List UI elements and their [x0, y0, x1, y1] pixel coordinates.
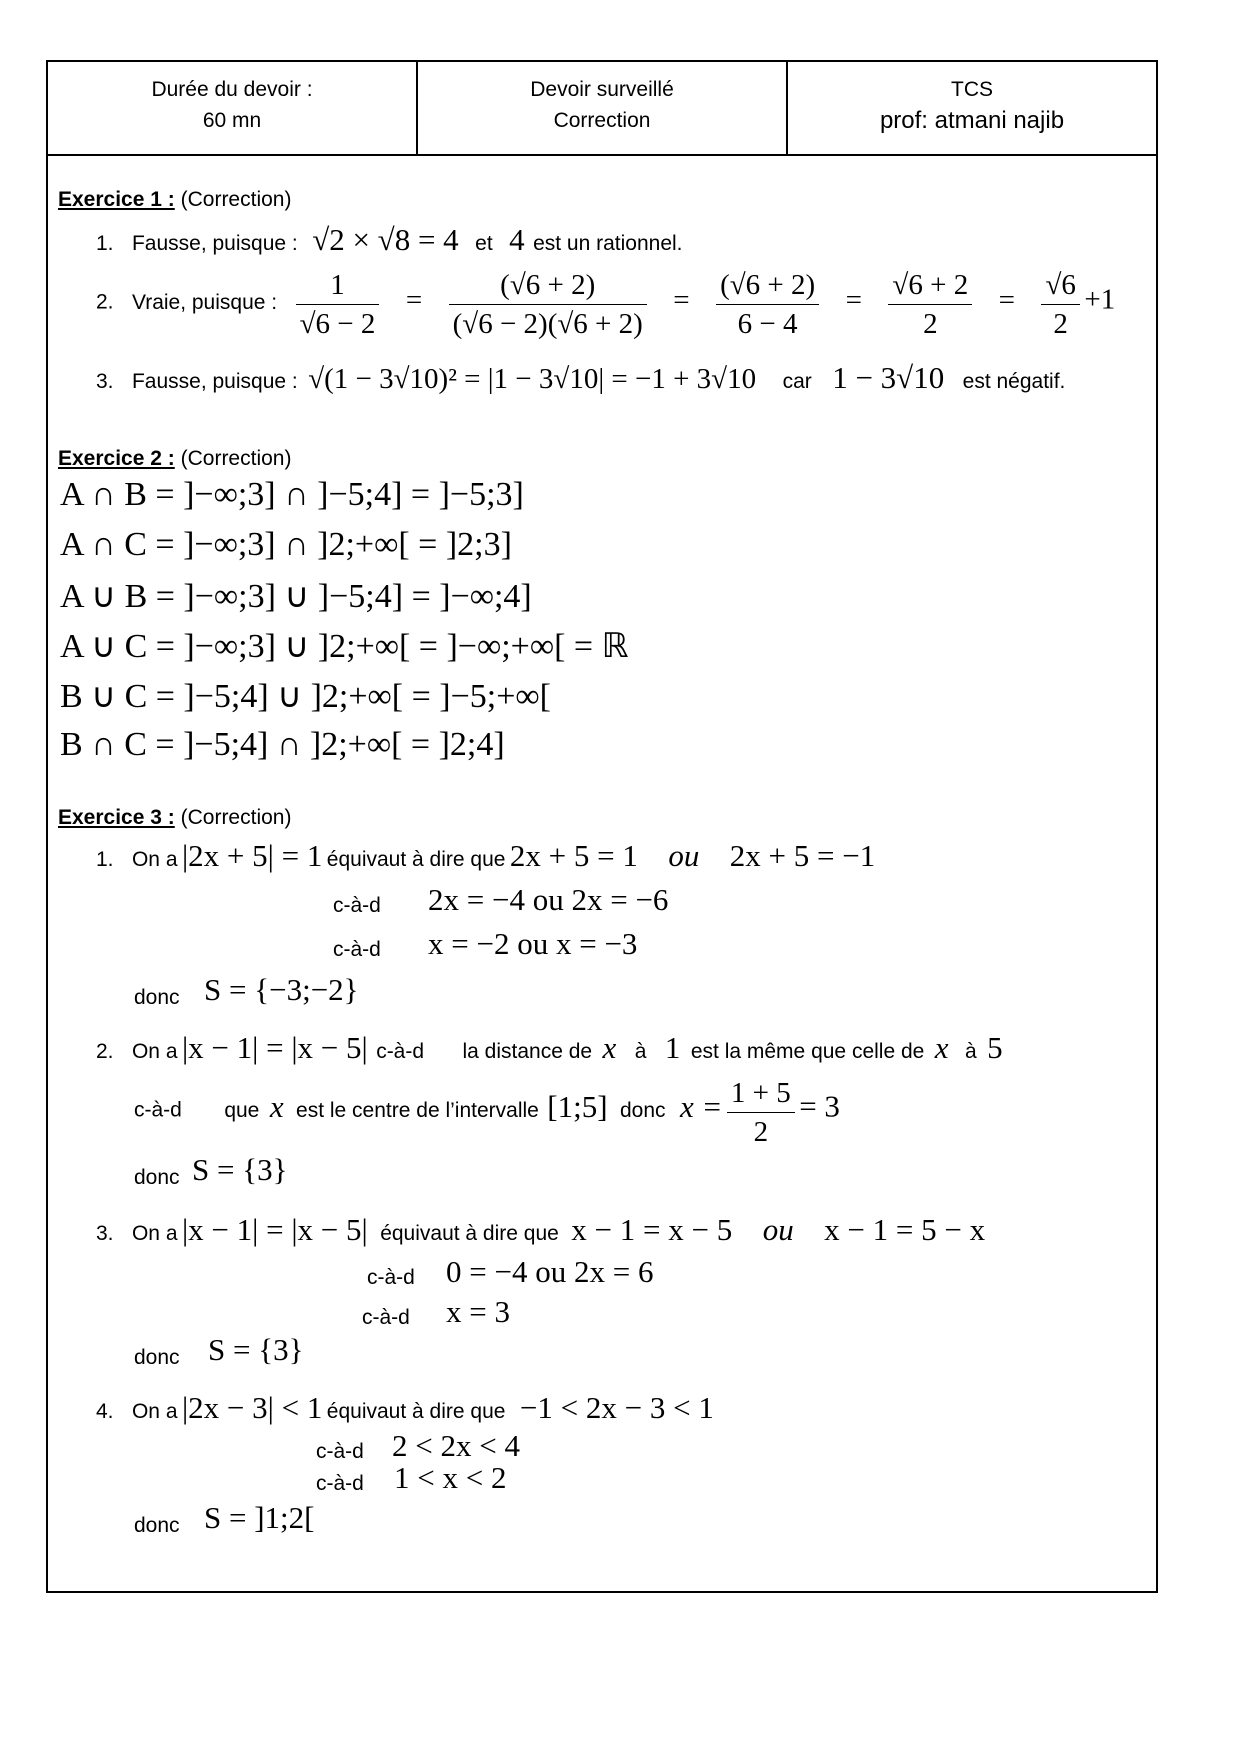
ex1-frac-3: [716, 266, 819, 343]
frac2-den: (√6 − 2)(√6 + 2): [452, 308, 643, 340]
q2-x3: x: [269, 1088, 284, 1124]
q1-ou: ou: [668, 838, 700, 873]
frac3-den: 6 − 4: [737, 308, 798, 340]
header-table: [48, 62, 1156, 156]
ex1-i3-mid: car: [782, 370, 812, 393]
ex3-q2-line-2: [134, 1074, 840, 1151]
q1-eq: |2x + 5| = 1: [181, 838, 323, 873]
frac4-num: √6 + 2: [888, 266, 972, 305]
class-label: TCS: [951, 78, 993, 101]
frac3-num: (√6 + 2): [716, 266, 819, 305]
frac1-num: 1: [296, 266, 380, 305]
ex2-line-1: A ∩ B = ]−∞;3] ∩ ]−5;4] = ]−5;3]: [60, 476, 524, 513]
ex3-q1: [96, 838, 875, 874]
q2-eq: |x − 1| = |x − 5|: [181, 1030, 368, 1065]
q2-one: 1: [664, 1030, 681, 1065]
ex1-i1-val: 4: [509, 222, 525, 257]
q3-a: x − 1 = x − 5: [571, 1212, 733, 1247]
q2-num: 2.: [96, 1040, 114, 1063]
q2-frac-num: 1 + 5: [727, 1074, 795, 1113]
q4-eqv: équivaut à dire que: [326, 1400, 506, 1423]
q1-on: On a: [131, 848, 178, 871]
q3-b: x − 1 = 5 − x: [824, 1212, 986, 1247]
ex1-i1-tail: est un rationnel.: [533, 232, 683, 255]
q1-b: 2x + 5 = −1: [729, 838, 876, 873]
ex1-frac-2: [449, 266, 647, 343]
q3-line-2: x = 3: [446, 1294, 510, 1329]
q2-que: que: [224, 1098, 260, 1122]
q2-x2: x: [934, 1030, 949, 1065]
ex2-line-4: A ∪ C = ]−∞;3] ∪ ]2;+∞[ = ]−∞;+∞[ = ℝ: [60, 628, 629, 665]
ex3-q3: [96, 1212, 985, 1248]
duration-label: Durée du devoir :: [151, 78, 313, 101]
ex1-item-1: [96, 222, 683, 258]
q2-centre: est le centre de l’intervalle: [296, 1098, 539, 1122]
ex1-i1-lead: Fausse, puisque :: [131, 232, 298, 255]
eq-sign-1: =: [405, 283, 423, 316]
q4-cad-1: c-à-d: [316, 1440, 364, 1463]
ex1-subtitle: (Correction): [180, 188, 292, 211]
ex2-line-3: A ∪ B = ]−∞;3] ∪ ]−5;4] = ]−∞;4]: [60, 578, 532, 615]
q1-eqv: équivaut à dire que: [326, 848, 506, 871]
ex1-i3-num: 3.: [96, 370, 114, 393]
eq-sign-4: =: [998, 283, 1016, 316]
q2-a: à: [634, 1040, 647, 1063]
ex1-i3-lead: Fausse, puisque :: [131, 370, 298, 393]
q2-a2: à: [965, 1040, 977, 1063]
ex3-subtitle: (Correction): [180, 806, 292, 829]
ex1-i3-tail: est négatif.: [962, 370, 1066, 393]
header-duration: [48, 62, 416, 154]
ex1-i2-num: 2.: [96, 290, 114, 314]
q3-donc: donc: [134, 1346, 180, 1369]
ex1-frac-5: [1041, 266, 1079, 343]
ex3-q2: [96, 1030, 1003, 1066]
q1-line-2: x = −2 ou x = −3: [428, 926, 638, 961]
q1-a: 2x + 5 = 1: [509, 838, 638, 873]
frac5-num: √6: [1041, 266, 1079, 305]
q4-cad-2: c-à-d: [316, 1472, 364, 1495]
eq-sign-3: =: [845, 283, 862, 316]
q2-res: = 3: [799, 1088, 840, 1124]
eq-sign-2: =: [673, 283, 690, 316]
ex1-item-3: [96, 360, 1065, 396]
q2-fraction: [727, 1074, 795, 1151]
q2-on: On a: [131, 1040, 178, 1063]
ex1-i3-expr: √(1 − 3√10)² = |1 − 3√10| = −1 + 3√10: [308, 363, 757, 395]
q4-eq: |2x − 3| < 1: [181, 1390, 323, 1425]
q1-cad-2: c-à-d: [333, 938, 381, 961]
frac5-den: 2: [1053, 308, 1068, 340]
q2-x: x: [602, 1030, 617, 1065]
teacher-name: prof: atmani najib: [879, 107, 1065, 134]
q2-cad2: c-à-d: [134, 1098, 182, 1122]
q3-eqv: équivaut à dire que: [380, 1222, 559, 1245]
q4-line-2: 1 < x < 2: [394, 1460, 507, 1495]
q3-num: 3.: [96, 1222, 114, 1245]
q3-eq: |x − 1| = |x − 5|: [181, 1212, 368, 1247]
q1-line-1: 2x = −4 ou 2x = −6: [428, 882, 669, 917]
ex1-frac-4: [888, 266, 972, 343]
frac2-num: (√6 + 2): [449, 266, 647, 305]
q4-donc: donc: [134, 1514, 180, 1537]
q4-num: 4.: [96, 1400, 114, 1423]
ex1-i2-lead: Vraie, puisque :: [131, 290, 278, 314]
q2-dist: la distance de: [462, 1040, 593, 1063]
ex2-line-2: A ∩ C = ]−∞;3] ∩ ]2;+∞[ = ]2;3]: [60, 526, 512, 563]
q1-donc: donc: [134, 986, 180, 1009]
q4-line-1: 2 < 2x < 4: [392, 1428, 520, 1463]
ex1-title: Exercice 1 :: [58, 188, 175, 211]
frac1-den: √6 − 2: [299, 308, 376, 340]
ex3-heading: [58, 806, 291, 830]
ex1-i1-expr: √2 × √8 = 4: [312, 222, 459, 257]
type-value: Correction: [553, 109, 651, 132]
q2-xeq: x =: [680, 1088, 723, 1124]
q1-solution: S = {−3;−2}: [204, 972, 359, 1007]
q1-cad-1: c-à-d: [333, 894, 381, 917]
duration-value: 60 mn: [202, 109, 262, 132]
q3-solution: S = {3}: [208, 1332, 304, 1367]
q3-line-1: 0 = −4 ou 2x = 6: [446, 1254, 654, 1289]
header-type: [416, 62, 786, 154]
ex3-q4: [96, 1390, 714, 1426]
q1-num: 1.: [96, 848, 114, 871]
ex2-title: Exercice 2 :: [58, 447, 175, 470]
ex1-i1-num: 1.: [96, 232, 114, 255]
q2-five: 5: [987, 1030, 1003, 1065]
q2-solution: S = {3}: [192, 1152, 288, 1187]
ex3-title: Exercice 3 :: [58, 806, 175, 829]
q3-cad-1: c-à-d: [367, 1266, 415, 1289]
q3-on: On a: [131, 1222, 178, 1245]
plus-one: +1: [1084, 283, 1116, 316]
ex1-i1-mid: et: [475, 232, 493, 255]
ex2-line-5: B ∪ C = ]−5;4] ∪ ]2;+∞[ = ]−5;+∞[: [60, 678, 551, 715]
q4-a: −1 < 2x − 3 < 1: [519, 1390, 714, 1425]
q3-ou: ou: [762, 1212, 794, 1247]
q3-cad-2: c-à-d: [362, 1306, 410, 1329]
ex1-item-2: [96, 266, 1115, 343]
q2-interval: [1;5]: [547, 1088, 608, 1124]
q4-solution: S = ]1;2[: [204, 1500, 315, 1535]
q4-on: On a: [131, 1400, 178, 1423]
q2-donc2: donc: [134, 1166, 180, 1189]
ex1-heading: [58, 188, 291, 212]
q2-donc: donc: [620, 1098, 666, 1122]
ex2-subtitle: (Correction): [180, 447, 292, 470]
q2-same: est la même que celle de: [690, 1040, 925, 1063]
type-label: Devoir surveillé: [530, 78, 674, 101]
frac4-den: 2: [923, 308, 938, 340]
q2-frac-den: 2: [753, 1116, 769, 1148]
ex1-i3-val: 1 − 3√10: [832, 360, 945, 395]
header-class: [786, 62, 1156, 154]
ex2-line-6: B ∩ C = ]−5;4] ∩ ]2;+∞[ = ]2;4]: [60, 726, 505, 763]
ex2-heading: [58, 447, 291, 471]
q2-cad: c-à-d: [376, 1040, 425, 1063]
ex1-frac-1: [296, 266, 380, 343]
